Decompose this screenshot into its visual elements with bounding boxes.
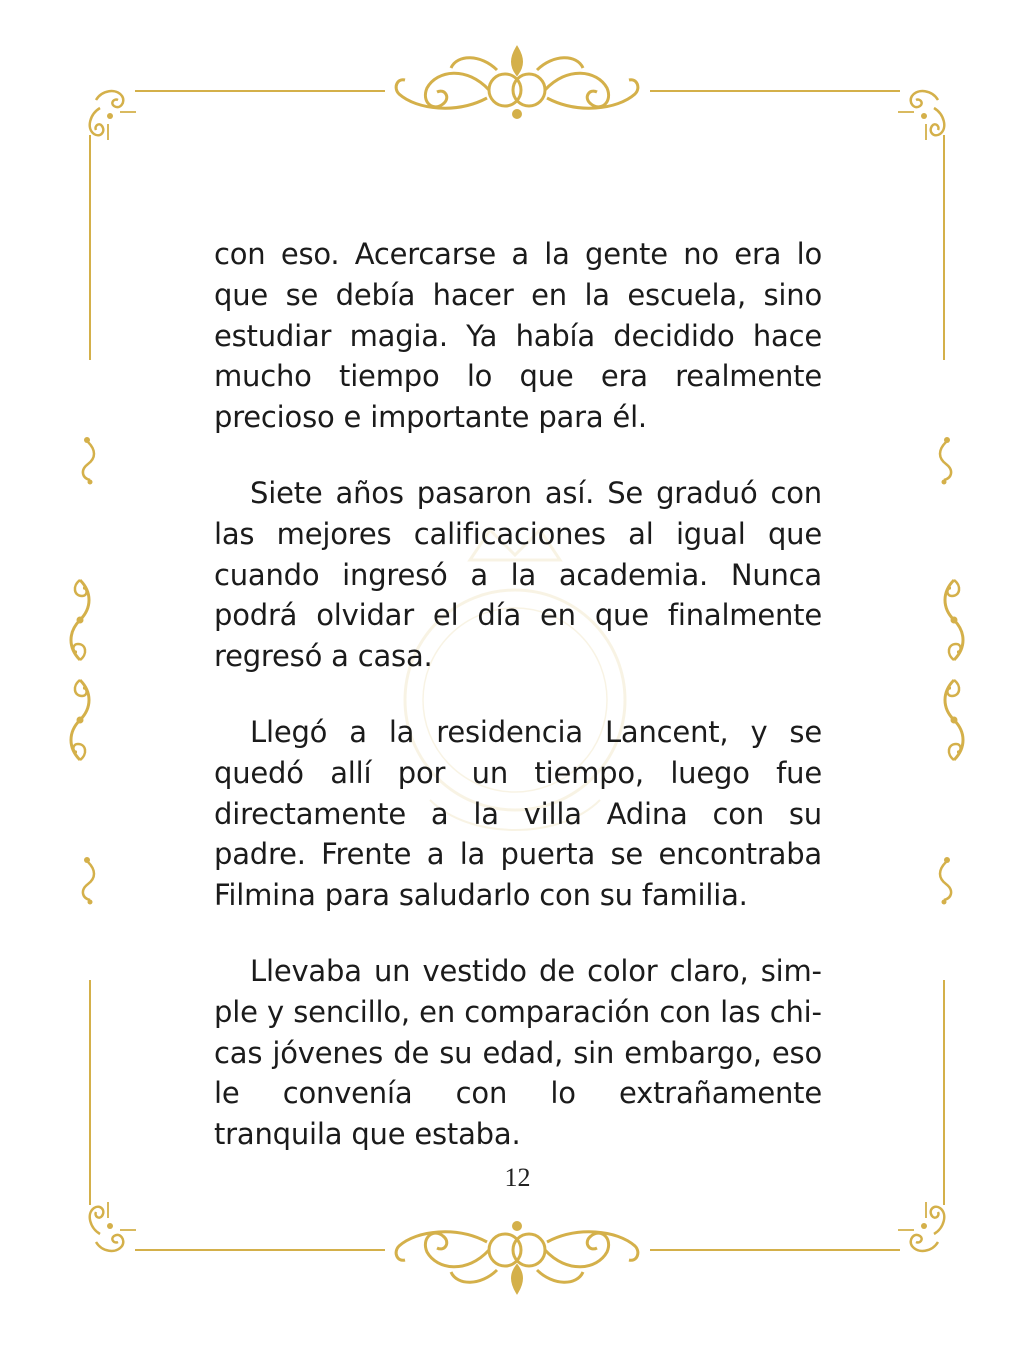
bottom-ornament [396, 1223, 638, 1293]
right-side-ornament [940, 437, 963, 905]
corner-ornament-bottom-left [90, 1202, 136, 1251]
paragraph: Llegó a la residencia Lancent, y se quedó allí por un tiempo, luego fue directamente a la villa Adina con su padre. Frente a la puerta se encontraba Filmina para saludarlo con su familia. [214, 714, 822, 913]
paragraph: Llevaba un vestido de color claro, simple y sencillo, en comparación con las chicas jóvenes de su edad, sin embargo, eso le convenía con lo extrañamente tranquila que estaba. [214, 953, 822, 1152]
corner-ornament-top-right [898, 91, 944, 140]
corner-ornament-top-left [90, 91, 136, 140]
page-number: 12 [504, 1163, 531, 1192]
body-text [214, 234, 822, 1190]
corner-ornament-bottom-right [898, 1202, 944, 1251]
top-ornament [396, 48, 638, 118]
paragraph: con eso. Acercarse a la gente no era lo que se debía hacer en la escuela, sino estudiar magia. Ya había decidido hace mucho tiempo lo que era realmente precioso e importante para él. [214, 237, 822, 435]
paragraph: Siete años pasaron así. Se graduó con las mejores calificaciones al igual que cuando ingresó a la academia. Nunca podrá olvidar el día en que finalmente regresó a casa. [214, 475, 822, 674]
left-side-ornament [71, 437, 94, 905]
